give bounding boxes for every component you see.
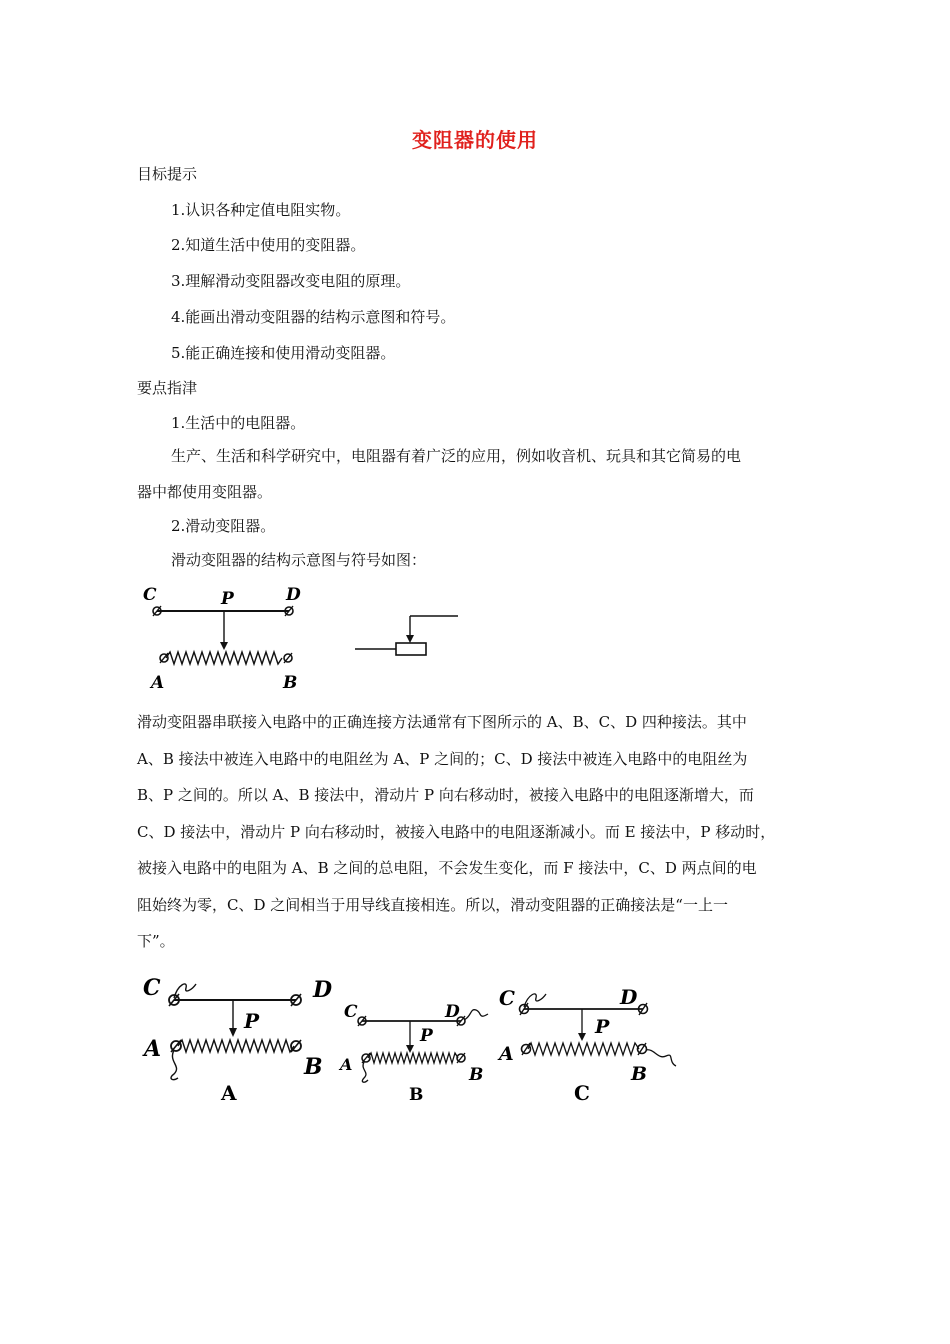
keypoint-item-1: 1.生活中的电阻器。	[171, 414, 306, 432]
paragraph-2-line: C、D 接法中，滑动片 P 向右移动时，被接入电路中的电阻逐渐减小。而 E 接法中，P 移动时，	[137, 822, 776, 841]
diagram-c-caption: C	[574, 1081, 590, 1105]
diagram-a-label-C: C	[143, 975, 161, 1001]
paragraph-2	[137, 704, 817, 960]
diagram-a-caption: A	[221, 1081, 237, 1105]
paragraph-2-line: 被接入电路中的电阻为 A、B 之间的总电阻，不会发生变化，而 F 接法中，C、D 两点间的电	[137, 859, 757, 877]
label-D: D	[286, 585, 301, 605]
paragraph-1-line-1: 生产、生活和科学研究中，电阻器有着广泛的应用，例如收音机、玩具和其它简易的电	[171, 447, 742, 465]
diagram-b-caption: B	[409, 1085, 424, 1105]
diagram-c-label-C: C	[499, 986, 515, 1010]
keypoint-item-2: 2.滑动变阻器。	[171, 517, 276, 535]
paragraph-2-line: 阻始终为零，C、D 之间相当于用导线直接相连。所以，滑动变阻器的正确接法是“一上一	[137, 895, 728, 914]
paragraph-2-line: B、P 之间的。所以 A、B 接法中，滑动片 P 向右移动时，被接入电路中的电阻逐渐增大，而	[137, 786, 754, 804]
label-B: B	[283, 673, 298, 693]
diagram-b-label-A: A	[340, 1055, 353, 1074]
figure-intro: 滑动变阻器的结构示意图与符号如图：	[171, 551, 427, 569]
section-heading-goals: 目标提示	[137, 165, 198, 183]
diagram-a	[142, 975, 332, 1105]
paragraph-2-line: 下”。	[137, 932, 175, 950]
goal-item-3: 3.理解滑动变阻器改变电阻的原理。	[171, 272, 411, 290]
diagram-a-label-P: P	[244, 1009, 260, 1033]
diagram-c-label-A: A	[499, 1043, 514, 1065]
diagram-a-label-D: D	[313, 977, 333, 1003]
section-heading-keypoints: 要点指津	[137, 379, 198, 397]
paragraph-2-line: A、B 接法中被连入电路中的电阻丝为 A、P 之间的；C、D 接法中被连入电路中的电阻丝为	[137, 749, 748, 768]
diagram-c-label-B: B	[631, 1063, 648, 1085]
diagram-a-label-B: B	[304, 1054, 323, 1080]
diagram-b-label-P: P	[420, 1026, 433, 1046]
diagram-c	[497, 985, 676, 1105]
label-A: A	[151, 673, 165, 693]
page-title: 变阻器的使用	[412, 128, 538, 152]
diagram-a-label-A: A	[144, 1036, 162, 1062]
paragraph-1-line-2: 器中都使用变阻器。	[137, 483, 273, 501]
goal-item-1: 1.认识各种定值电阻实物。	[171, 201, 351, 219]
diagram-c-label-P: P	[595, 1016, 610, 1038]
goal-item-4: 4.能画出滑动变阻器的结构示意图和符号。	[171, 308, 456, 326]
goal-item-5: 5.能正确连接和使用滑动变阻器。	[171, 344, 396, 362]
label-C: C	[143, 585, 157, 605]
connection-diagrams	[138, 970, 688, 1110]
diagram-b-label-C: C	[344, 1002, 358, 1022]
paragraph-2-line: 滑动变阻器串联接入电路中的正确连接方法通常有下图所示的 A、B、C、D 四种接法。其中	[137, 713, 747, 731]
diagram-b-label-B: B	[469, 1065, 484, 1085]
rheostat-structure-diagram	[138, 582, 478, 697]
goal-item-2: 2.知道生活中使用的变阻器。	[171, 236, 366, 254]
diagram-c-label-D: D	[620, 985, 638, 1009]
diagram-b-label-D: D	[445, 1002, 460, 1022]
label-P: P	[221, 589, 234, 609]
diagram-b	[338, 1002, 488, 1105]
